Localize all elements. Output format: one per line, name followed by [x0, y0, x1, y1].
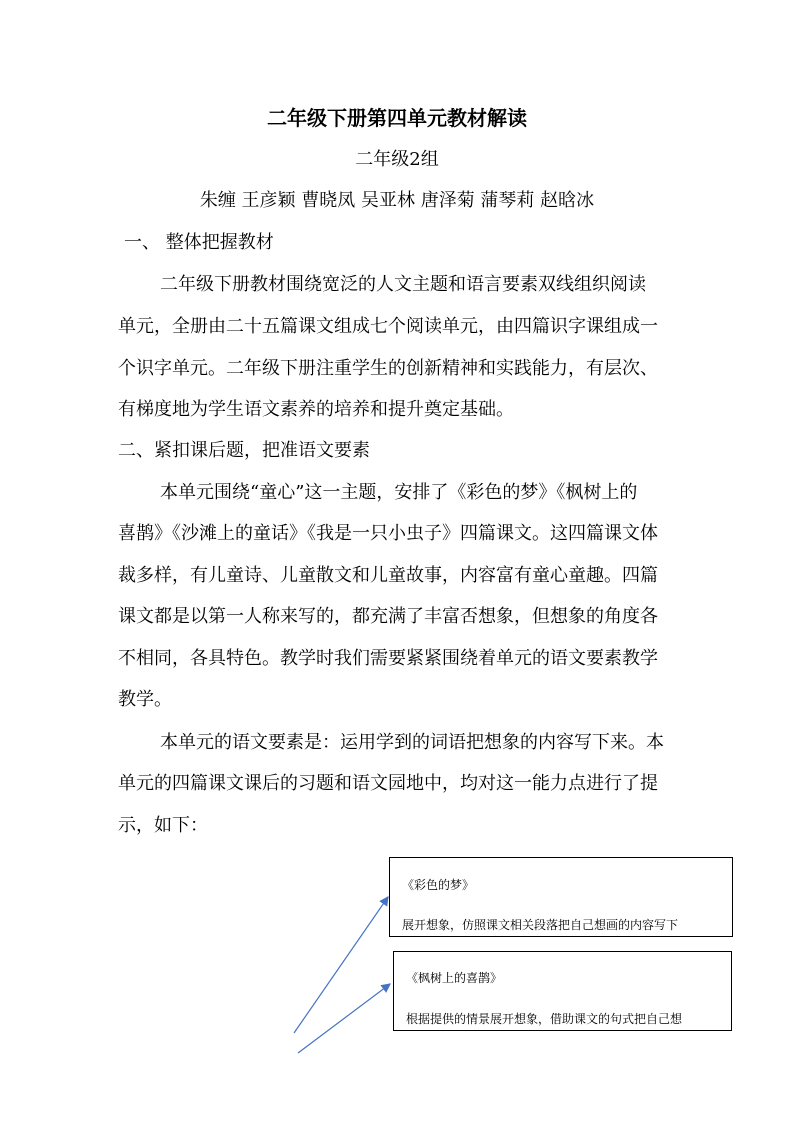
paragraph-line: 教学。 [118, 689, 172, 710]
paragraph-line: 裁多样，有儿童诗、儿童散文和儿童故事，内容富有童心童趣。四篇 [118, 565, 658, 586]
paragraph-line: 示，如下： [118, 815, 208, 836]
paragraph-line: 有梯度地为学生语文素养的培养和提升奠定基础。 [118, 399, 514, 420]
author-list: 朱缠 王彦颖 曹晓凤 吴亚林 唐泽菊 蒲琴莉 赵晗冰 [199, 190, 595, 211]
group-name: 二年级2组 [355, 149, 439, 170]
paragraph-line: 本单元围绕“童心”这一主题，安排了《彩色的梦》《枫树上的 [160, 482, 638, 503]
arrow-line [298, 984, 390, 1053]
paragraph-line: 课文都是以第一人称来写的，都充满了丰富否想象，但想象的角度各 [118, 606, 658, 627]
paragraph-line: 单元的四篇课文课后的习题和语文园地中，均对这一能力点进行了提 [118, 773, 658, 794]
paragraph-line: 喜鹊》《沙滩上的童话》《我是一只小虫子》四篇课文。这四篇课文体 [118, 523, 658, 544]
paragraph-line: 二年级下册教材围绕宽泛的人文主题和语言要素双线组织阅读 [160, 274, 646, 295]
paragraph-line: 不相同，各具特色。教学时我们需要紧紧围绕着单元的语文要素教学 [118, 648, 658, 669]
paragraph-line: 单元，全册由二十五篇课文组成七个阅读单元，由四篇识字课组成一 [118, 316, 658, 337]
document-title: 二年级下册第四单元教材解读 [267, 106, 527, 130]
arrow-line [294, 897, 388, 1033]
section-1-heading: 一、 整体把握教材 [124, 232, 274, 253]
box-title: 《枫树上的喜鹊》 [406, 971, 503, 985]
paragraph-line: 个识字单元。二年级下册注重学生的创新精神和实践能力，有层次、 [118, 358, 658, 379]
box-title: 《彩色的梦》 [402, 878, 475, 892]
section-2-heading: 二、紧扣课后题，把准语文要素 [118, 440, 370, 461]
paragraph-line: 本单元的语文要素是：运用学到的词语把想象的内容写下来。本 [160, 732, 664, 753]
box-text: 根据提供的情景展开想象，借助课文的句式把自己想 [406, 1012, 683, 1026]
box-text: 展开想象，仿照课文相关段落把自己想画的内容写下 [402, 918, 679, 932]
